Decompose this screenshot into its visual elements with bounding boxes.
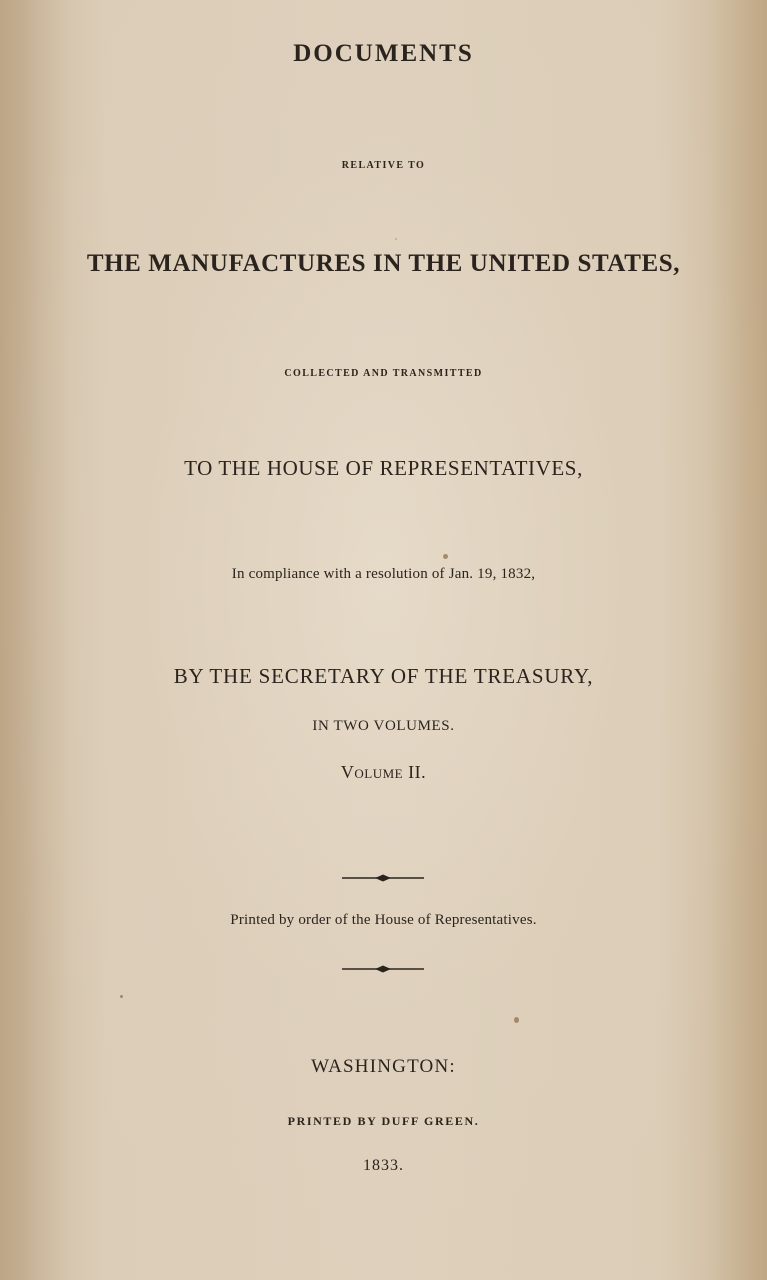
imprint-printer: PRINTED BY DUFF GREEN. [287,1114,480,1128]
author-heading: BY THE SECRETARY OF THE TREASURY, [173,664,594,688]
imprint-place: WASHINGTON: [311,1056,456,1077]
collected-line: COLLECTED AND TRANSMITTED [284,368,483,379]
foxing-speck [514,1017,519,1023]
relative-to-line: RELATIVE TO [341,160,426,171]
volume-number: Volume II. [340,762,427,782]
foxing-speck [120,995,123,998]
recipient-heading: TO THE HOUSE OF REPRESENTATIVES, [184,456,583,480]
diamond-rule-ornament-icon [340,872,426,884]
foxing-speck [443,554,448,559]
subject-heading: THE MANUFACTURES IN THE UNITED STATES, [86,250,681,277]
document-title: DOCUMENTS [293,40,474,67]
imprint-year: 1833. [363,1157,404,1174]
compliance-line: In compliance with a resolution of Jan. 19, 1832, [231,566,536,582]
diamond-rule-ornament-icon [340,963,426,975]
printed-order-line: Printed by order of the House of Representatives. [230,912,537,928]
volumes-line: IN TWO VOLUMES. [312,718,455,734]
foxing-speck [395,238,397,240]
